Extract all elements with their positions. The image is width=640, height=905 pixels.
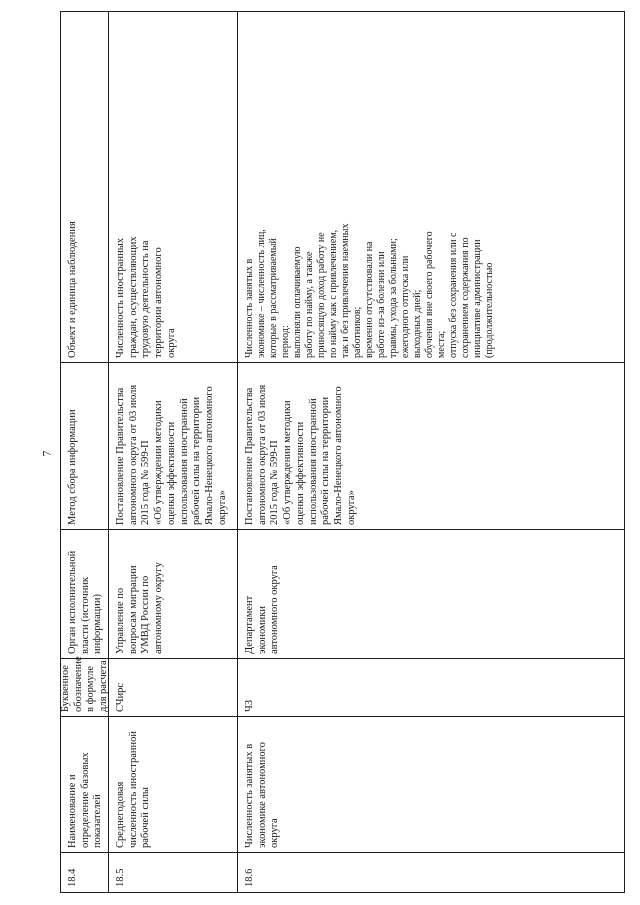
object-cell: Численность иностранных граждан, осуществляющих трудовую деятельность на территории автономного округа — [115, 236, 177, 358]
row-separator — [108, 11, 109, 893]
header-method-cell: Метод сбора информации — [67, 409, 78, 525]
table-border-right — [60, 11, 624, 12]
indicator-name-cell: Численность занятых в экономике автономного округа — [244, 742, 281, 848]
column-separator — [60, 716, 624, 717]
row-separator — [237, 11, 238, 893]
source-body-cell: Департамент экономики автономного округа — [244, 565, 281, 654]
header-object-cell: Объект и единица наблюдения — [67, 221, 78, 358]
document-table — [60, 11, 624, 893]
column-separator — [60, 658, 624, 659]
method-cell: Постановление Правительства автономного округа от 03 июля 2015 года № 599-П «Об утверждении методики оценки эффективности использования иностранной рабочей силы на территории Ямало-Ненецкого автономного округа» — [115, 384, 228, 525]
table-border-left — [60, 892, 624, 893]
header-symbol-cell: Буквенное обозначение в формуле для расчета — [60, 656, 110, 712]
symbol-cell: ЧЗ — [244, 699, 255, 712]
table-border-bottom — [624, 11, 625, 893]
page-number: 7 — [39, 450, 54, 457]
row-number-cell: 18.4 — [67, 868, 78, 887]
source-body-cell: Управление по вопросам миграции УМВД России по автономному округу — [115, 562, 165, 654]
symbol-cell: СЧирс — [115, 682, 126, 712]
header-body-cell: Орган исполнительной власти (источник информации) — [67, 550, 104, 654]
header-name-cell: Наименование и определение базовых показателей — [67, 752, 104, 848]
column-separator — [60, 362, 624, 363]
indicator-name-cell: Среднегодовая численность иностранной рабочей силы — [115, 730, 152, 848]
row-number-cell: 18.6 — [244, 868, 255, 887]
column-separator — [60, 852, 624, 853]
method-cell: Постановление Правительства автономного округа от 03 июля 2015 года № 599-П «Об утверждении методики оценки эффективности использования иностранной рабочей силы на территории Ямало-Ненецкого автономного округа» — [244, 384, 357, 525]
column-separator — [60, 529, 624, 530]
row-number-cell: 18.5 — [115, 868, 126, 887]
object-cell: Численность занятых в экономике – численность лиц, которые в рассматриваемый период: выполняли оплачиваемую работу по найму, а также приносящую доход работу не по найму как с привлечением, так и без привлечения наемных работников; временно отсутствовали на работе из-за болезни или травмы, ухода за больными; ежегодного отпуска или выходных дней; обучения вне своего рабочего места; отпуска без сохранения или с сохранением содержания по инициативе администрации (продолжительностью — [244, 223, 495, 358]
table-border-top — [60, 11, 61, 893]
